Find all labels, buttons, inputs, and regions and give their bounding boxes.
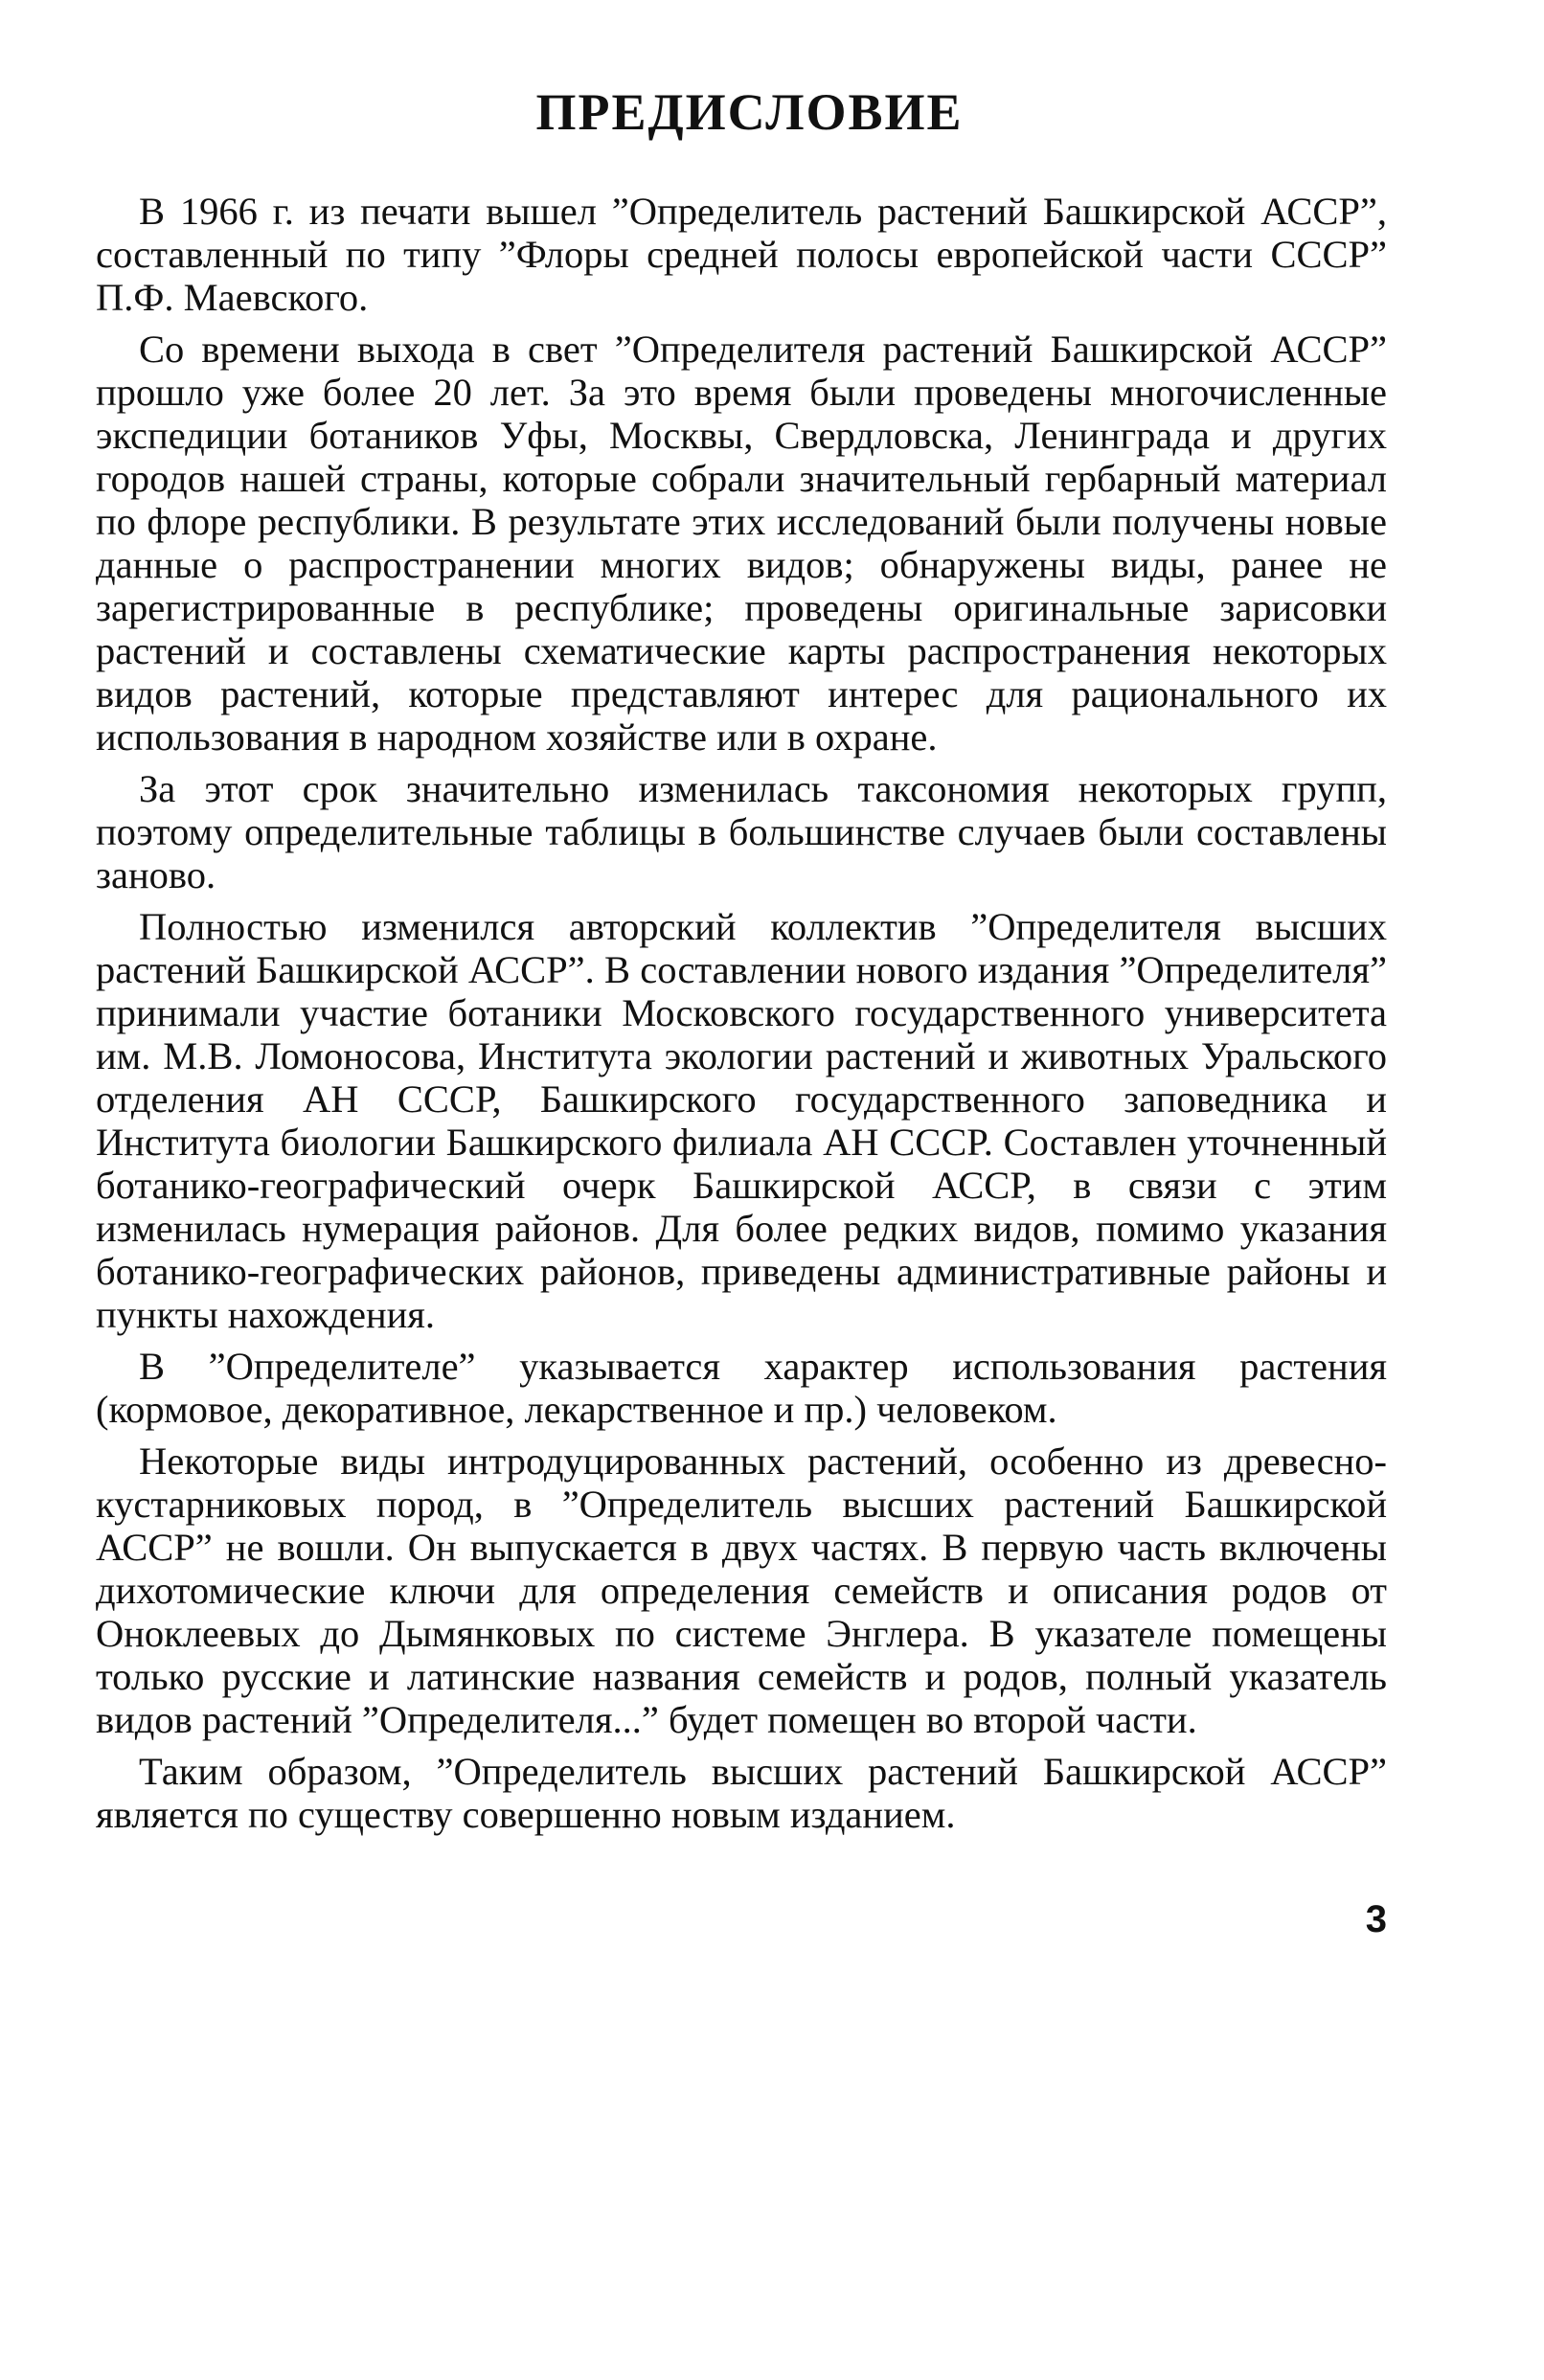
paragraph-5: В ”Определителе” указывается характер использования растения (кормовое, декоративное, лекарственное и пр.) человеком.	[96, 1345, 1387, 1431]
paragraph-4: Полностью изменился авторский коллектив ”Определителя высших растений Башкирской АССР”. В составлении нового издания ”Определителя” принимали участие ботаники Московского государственного университета им. М.В. Ломоносова, Института экологии растений и животных Уральского отделения АН СССР, Башкирского государственного заповедника и Института биологии Башкирского филиала АН СССР. Составлен уточненный ботанико-географический очерк Башкирской АССР, в связи с этим изменилась нумерация районов. Для более редких видов, помимо указания ботанико-географических районов, приведены административные районы и пункты нахождения.	[96, 905, 1387, 1336]
paragraph-3: За этот срок значительно изменилась таксономия некоторых групп, поэтому определительные таблицы в большинстве случаев были составлены заново.	[96, 767, 1387, 896]
paragraph-2: Со времени выхода в свет ”Определителя растений Башкирской АССР” прошло уже более 20 лет. За это время были проведены многочисленные экспедиции ботаников Уфы, Москвы, Свердловска, Ленинграда и других городов нашей страны, которые собрали значительный гербарный материал по флоре республики. В результате этих исследований были получены новые данные о распространении многих видов; обнаружены виды, ранее не зарегистрированные в республике; проведены оригинальные зарисовки растений и составлены схематические карты распространения некоторых видов растений, которые представляют интерес для рационального их использования в народном хозяйстве или в охране.	[96, 328, 1387, 759]
preface-body	[96, 190, 1387, 1845]
paragraph-1: В 1966 г. из печати вышел ”Определитель растений Башкирской АССР”, составленный по типу ”Флоры средней полосы европейской части СССР” П.Ф. Маевского.	[96, 190, 1387, 319]
page-number: 3	[1365, 1898, 1387, 1940]
paragraph-6: Некоторые виды интродуцированных растений, особенно из древесно-кустарниковых пород, в ”Определитель высших растений Башкирской АССР” не вошли. Он выпускается в двух частях. В первую часть включены дихотомические ключи для определения семейств и описания родов от Оноклеевых до Дымянковых по системе Энглера. В указателе помещены только русские и латинские названия семейств и родов, полный указатель видов растений ”Определителя...” будет помещен во второй части.	[96, 1439, 1387, 1741]
paragraph-7: Таким образом, ”Определитель высших растений Башкирской АССР” является по существу совершенно новым изданием.	[96, 1750, 1387, 1836]
page-title: ПРЕДИСЛОВИЕ	[535, 83, 964, 141]
